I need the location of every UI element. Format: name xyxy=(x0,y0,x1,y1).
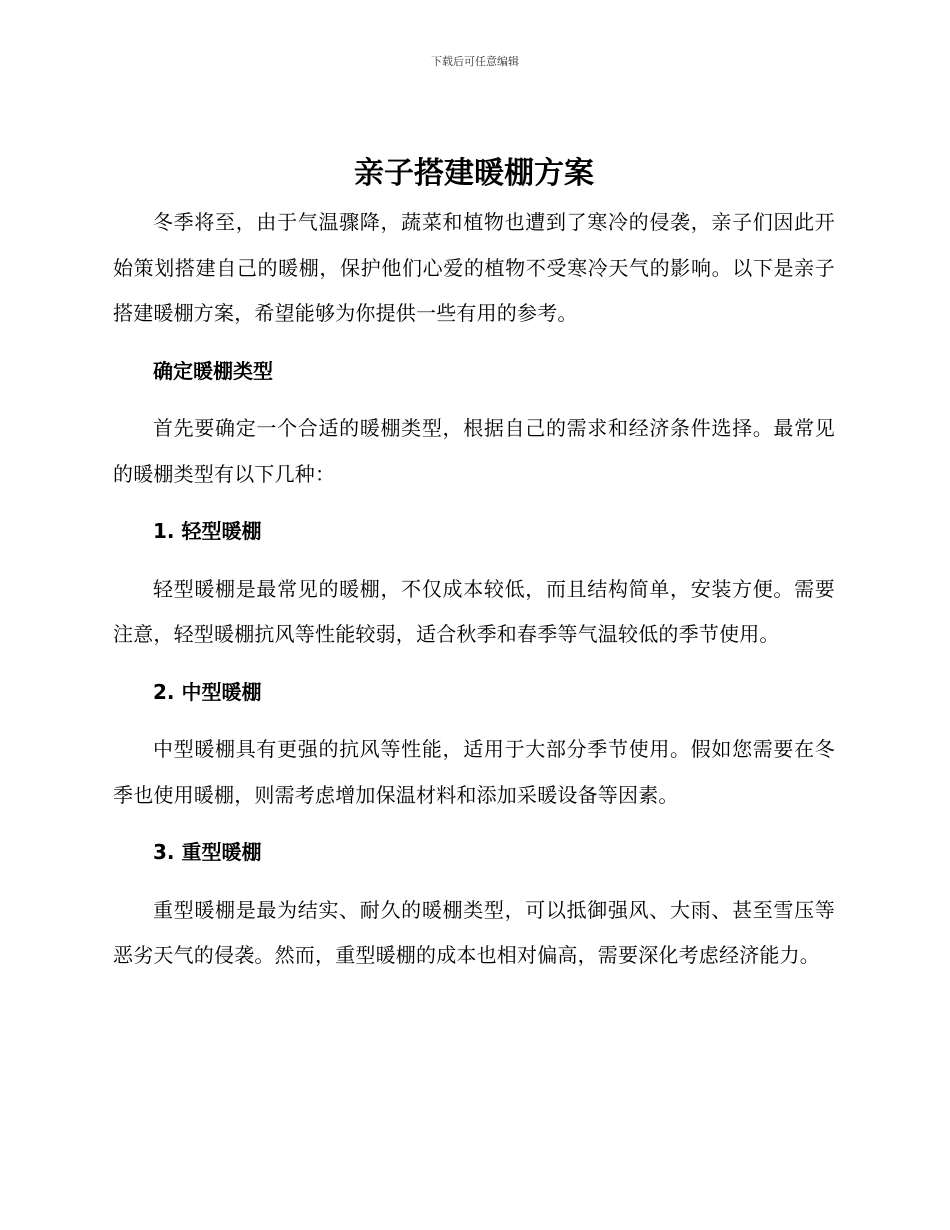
intro-paragraph: 冬季将至，由于气温骤降，蔬菜和植物也遭到了寒冷的侵袭，亲子们因此开始策划搭建自己的暖棚，保护他们心爱的植物不受寒冷天气的影响。以下是亲子搭建暖棚方案，希望能够为你提供一些有用的参考。 xyxy=(113,210,835,325)
section-heading-heavy: 3. 重型暖棚 xyxy=(153,840,262,864)
spacer xyxy=(113,337,835,349)
spacer xyxy=(113,497,835,509)
section-body-medium: 中型暖棚具有更强的抗风等性能，适用于大部分季节使用。假如您需要在冬季也使用暖棚，则需考虑增加保温材料和添加采暖设备等因素。 xyxy=(113,737,835,807)
section-heading-type: 确定暖棚类型 xyxy=(153,358,273,383)
section-body-type: 首先要确定一个合适的暖棚类型，根据自己的需求和经济条件选择。最常见的暖棚类型有以下几种： xyxy=(113,416,835,486)
spacer xyxy=(113,818,835,830)
document-title: 亲子搭建暖棚方案 xyxy=(354,156,594,191)
section-heading-medium: 2. 中型暖棚 xyxy=(153,679,262,704)
spacer xyxy=(113,876,835,888)
spacer xyxy=(113,715,835,727)
spacer xyxy=(113,555,835,567)
spacer xyxy=(113,394,835,406)
page-header-note: 下载后可任意编辑 xyxy=(431,55,519,68)
section-body-heavy: 重型暖棚是最为结实、耐久的暖棚类型，可以抵御强风、大雨、甚至雪压等恶劣天气的侵袭。然而，重型暖棚的成本也相对偏高，需要深化考虑经济能力。 xyxy=(113,897,835,967)
document-body xyxy=(113,148,835,979)
section-body-light: 轻型暖棚是最常见的暖棚，不仅成本较低，而且结构简单，安装方便。需要注意，轻型暖棚抗风等性能较弱，适合秋季和春季等气温较低的季节使用。 xyxy=(113,576,835,646)
spacer xyxy=(113,658,835,670)
section-heading-light: 1. 轻型暖棚 xyxy=(153,519,262,543)
